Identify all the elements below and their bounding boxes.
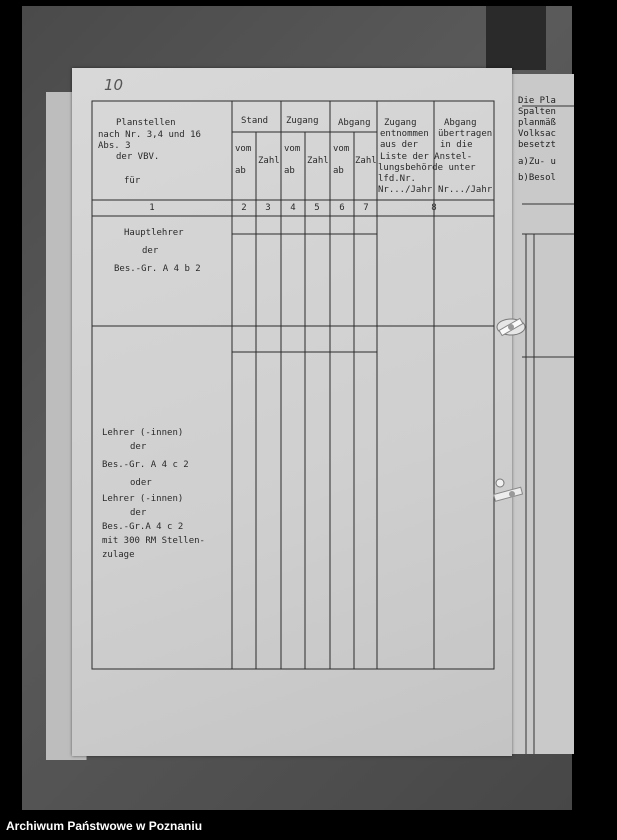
adjacent-line: planmäß (518, 118, 556, 128)
adjacent-line: Spalten (518, 107, 556, 117)
row2-line: zulage (102, 550, 135, 560)
row2-line: mit 300 RM Stellen- (102, 536, 205, 546)
binder-clip (486, 6, 546, 70)
adjacent-line: a)Zu- u (518, 157, 556, 167)
header-col1-line: Abs. 3 (98, 141, 131, 151)
col-number: 8 (431, 203, 437, 213)
header-zahl: Zahl (355, 156, 377, 166)
col-number: 2 (241, 203, 247, 213)
row1-line: Bes.-Gr. A 4 b 2 (114, 264, 201, 274)
header-col1-line: Planstellen (116, 118, 176, 128)
header-zugang-liste-line: Zugang (384, 118, 417, 128)
header-zugang-liste-line: Liste der Anstel- (380, 152, 473, 162)
row2-line: Bes.-Gr. A 4 c 2 (102, 460, 189, 470)
col-number: 7 (363, 203, 369, 213)
header-zugang-liste-line: lungsbehörde unter (378, 163, 476, 173)
header-vom: vom (333, 144, 350, 154)
header-zugang: Zugang (286, 116, 319, 126)
row2-line: der (130, 508, 147, 518)
row1-line: Hauptlehrer (124, 228, 184, 238)
header-zahl: Zahl (307, 156, 329, 166)
header-col1-line: für (124, 176, 141, 186)
header-zahl: Zahl (258, 156, 280, 166)
header-col1-line: der VBV. (116, 152, 160, 162)
header-vom: vom (284, 144, 301, 154)
header-abgang-uebertragen-line: Abgang (444, 118, 477, 128)
row2-line: Bes.-Gr.A 4 c 2 (102, 522, 184, 532)
col-number: 6 (339, 203, 345, 213)
header-abgang: Abgang (338, 118, 371, 128)
archive-credit: Archiwum Państwowe w Poznaniu (6, 819, 203, 833)
row2-line: der (130, 442, 147, 452)
row1-line: der (142, 246, 159, 256)
header-stand: Stand (241, 116, 269, 126)
header-zugang-liste-line: Nr.../Jahr (378, 185, 433, 195)
col-number: 1 (149, 203, 155, 213)
adjacent-line: Die Pla (518, 96, 556, 106)
header-ab: ab (284, 166, 295, 176)
page-number: 10 (104, 76, 124, 94)
header-ab: ab (235, 166, 246, 176)
archive-footer (0, 815, 617, 840)
col-number: 5 (314, 203, 320, 213)
header-zugang-liste-line: aus der (380, 140, 418, 150)
header-zugang-liste-line: entnommen (380, 129, 429, 139)
header-abgang-uebertragen-line: in die (440, 140, 473, 150)
fastener-clip-icon (490, 476, 524, 506)
adjacent-line: Volksac (518, 129, 556, 139)
col-number: 3 (265, 203, 271, 213)
form-page (72, 68, 512, 756)
fastener-clip-icon (494, 312, 528, 342)
header-zugang-liste-line: lfd.Nr. (378, 174, 416, 184)
header-abgang-uebertragen-line: Nr.../Jahr (438, 185, 493, 195)
adjacent-line: b)Besol (518, 173, 556, 183)
adjacent-page (512, 74, 574, 754)
row2-line: Lehrer (-innen) (102, 428, 184, 438)
row2-line: oder (130, 478, 152, 488)
adjacent-line: besetzt (518, 140, 556, 150)
adjacent-rules (512, 74, 574, 754)
header-col1-line: nach Nr. 3,4 und 16 (98, 130, 201, 140)
header-vom: vom (235, 144, 252, 154)
col-number: 4 (290, 203, 296, 213)
row2-line: Lehrer (-innen) (102, 494, 184, 504)
header-abgang-uebertragen-line: übertragen (438, 129, 493, 139)
header-ab: ab (333, 166, 344, 176)
